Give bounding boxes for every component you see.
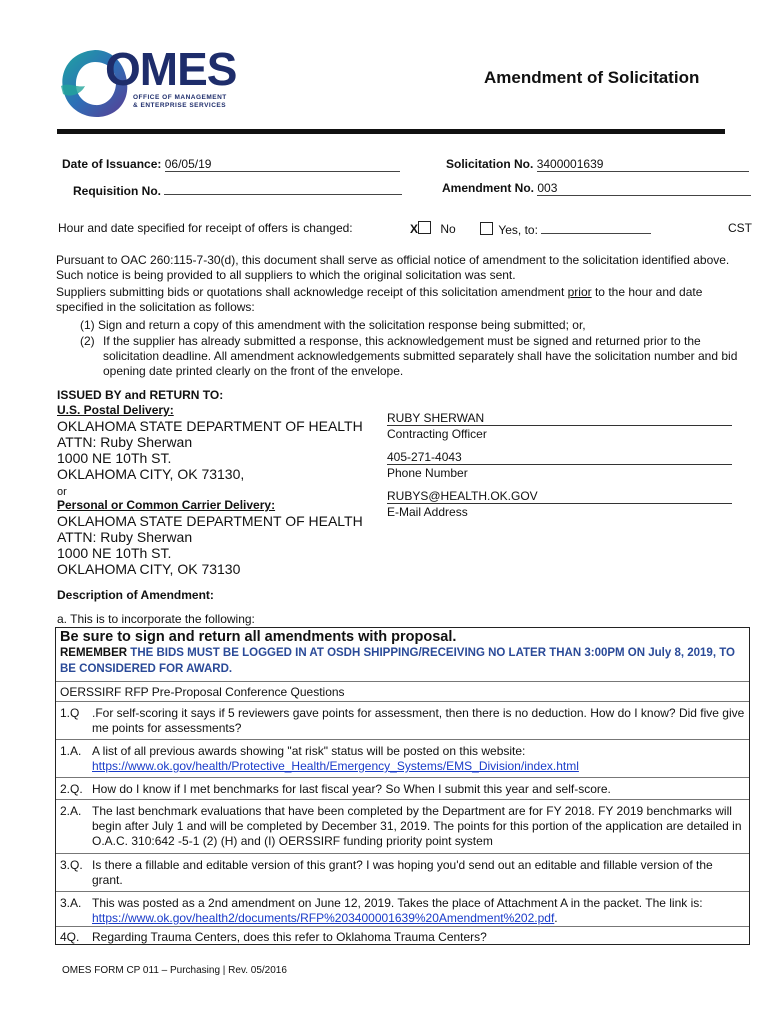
- requisition-value: [164, 181, 402, 195]
- omes-logo: [55, 42, 245, 124]
- carrier-line-4: OKLAHOMA CITY, OK 73130: [57, 561, 241, 577]
- or-label: or: [57, 486, 67, 498]
- intro-paragraph-1: Pursuant to OAC 260:115-7-30(d), this document shall serve as official notice of amendment to the solicitation identified above. Such notice is being provided to all suppliers to which the original solicitation was sent.: [56, 253, 730, 282]
- footer-form-number: OMES FORM CP 011 – Purchasing | Rev. 05/2016: [62, 965, 287, 976]
- remember-rest: THE BIDS MUST BE LOGGED IN AT OSDH SHIPPING/RECEIVING NO LATER THAN 3:00PM ON July 8, 2019, TO BE CONSIDERED FOR AWARD.: [60, 647, 735, 675]
- qa-3q: [56, 853, 749, 888]
- offer-change-yes: [480, 221, 651, 237]
- offer-change-label: Hour and date specified for receipt of offers is changed:: [58, 221, 353, 235]
- carrier-label: Personal or Common Carrier Delivery:: [57, 498, 276, 512]
- q1-text: .For self-scoring it says if 5 reviewers gave points for assessment, then there is no deduction. How do I know? Did five give me points for assessments?: [92, 706, 745, 735]
- carrier-line-2: ATTN: Ruby Sherwan: [57, 529, 193, 545]
- intro-item-2-num: (2): [80, 334, 95, 348]
- a2-text: The last benchmark evaluations that have been completed by the Department are for FY 2018. FY 2019 benchmarks will begin after July 1 and will be completed by December 31, 2019. The points for this portion of the application are detailed in O.A.C. 310:642 -5-1 (2) (H) and (I) OERSSIRF funding priority point system: [92, 804, 742, 848]
- title-divider: [57, 129, 725, 134]
- a1-link[interactable]: https://www.ok.gov/health/Protective_Health/Emergency_Systems/EMS_Division/index.html: [92, 759, 579, 773]
- a2-num: 2.A.: [60, 804, 82, 818]
- carrier-line-3: 1000 NE 10Th ST.: [57, 545, 172, 561]
- postal-address: [57, 418, 363, 482]
- a3-end: .: [554, 911, 558, 925]
- amendment-content-box: [55, 627, 750, 945]
- qa-4q: [56, 926, 749, 945]
- postal-line-2: ATTN: Ruby Sherwan: [57, 434, 193, 450]
- date-label: Date of Issuance:: [62, 157, 162, 171]
- qa-2q: [56, 777, 749, 797]
- contact-email-caption: E-Mail Address: [387, 505, 468, 519]
- postal-label: U.S. Postal Delivery:: [57, 403, 174, 417]
- intro-item-1: (1) Sign and return a copy of this amendment with the solicitation response being submitted; or,: [80, 318, 586, 332]
- box-headline: Be sure to sign and return all amendments with proposal.: [60, 629, 457, 645]
- page-title: Amendment of Solicitation: [484, 68, 700, 87]
- solicitation-value: 3400001639: [537, 157, 749, 172]
- requisition-number: [73, 181, 402, 198]
- a1-num: 1.A.: [60, 744, 82, 758]
- carrier-line-1: OKLAHOMA STATE DEPARTMENT OF HEALTH: [57, 513, 363, 529]
- postal-line-4: OKLAHOMA CITY, OK 73130,: [57, 466, 245, 482]
- solicitation-label: Solicitation No.: [446, 157, 534, 171]
- yes-checkbox[interactable]: [480, 222, 493, 235]
- timezone-cst: CST: [728, 221, 752, 235]
- q3-num: 3.Q.: [60, 858, 83, 872]
- carrier-address: [57, 513, 363, 577]
- intro-p2-prior: prior: [567, 285, 592, 299]
- a3-link[interactable]: https://www.ok.gov/health2/documents/RFP%203400001639%20Amendment%202.pdf: [92, 911, 555, 925]
- contact-email: RUBYS@HEALTH.OK.GOV: [387, 489, 732, 504]
- remember-notice: [56, 645, 749, 677]
- q2-num: 2.Q.: [60, 782, 83, 796]
- intro-paragraph-2: [56, 285, 746, 315]
- no-checkbox[interactable]: [418, 221, 431, 234]
- logo-subtitle-1: OFFICE OF MANAGEMENT: [133, 94, 227, 101]
- intro-item-2: If the supplier has already submitted a response, this acknowledgement must be signed and returned prior to the solicitation deadline. All amendment acknowledgements submitted separately shall have the solicitation number and bid opening date printed clearly on the front of the envelope.: [103, 334, 738, 378]
- remember-word: REMEMBER: [60, 647, 128, 659]
- a3-text: This was posted as a 2nd amendment on June 12, 2019. Takes the place of Attachment A in the packet. The link is:: [92, 896, 703, 910]
- qa-3a: [56, 891, 749, 926]
- contact-name-caption: Contracting Officer: [387, 427, 487, 441]
- intro-p2-b: to the hour and date specified in the solicitation as follows:: [56, 285, 703, 314]
- postal-line-3: 1000 NE 10Th ST.: [57, 450, 172, 466]
- no-label: No: [440, 222, 456, 236]
- offer-change-no: [410, 221, 456, 236]
- q4-text: Regarding Trauma Centers, does this refer to Oklahoma Trauma Centers?: [92, 930, 487, 944]
- postal-line-1: OKLAHOMA STATE DEPARTMENT OF HEALTH: [57, 418, 363, 434]
- q3-text: Is there a fillable and editable version of this grant? I was hoping you'd send out an editable and fillable version of the grant.: [92, 858, 713, 887]
- logo-wordmark: OMES: [105, 43, 237, 95]
- q4-num: 4Q.: [60, 930, 80, 944]
- description-a-line: a. This is to incorporate the following:: [57, 612, 255, 626]
- a3-num: 3.A.: [60, 896, 82, 910]
- date-of-issuance: [62, 157, 400, 172]
- qa-1q: [56, 701, 749, 736]
- yes-label: Yes, to:: [498, 223, 538, 237]
- no-mark: X: [410, 222, 419, 236]
- issued-heading: ISSUED BY and RETURN TO:: [57, 388, 224, 402]
- contact-phone: 405-271-4043: [387, 450, 732, 465]
- amendment-number: [442, 181, 751, 196]
- contact-name: RUBY SHERWAN: [387, 411, 732, 426]
- solicitation-number: [446, 157, 749, 172]
- qa-1a: [56, 739, 749, 774]
- date-value: 06/05/19: [165, 157, 400, 172]
- q1-num: 1.Q: [60, 706, 80, 720]
- qa-2a: [56, 799, 749, 849]
- q2-text: How do I know if I met benchmarks for last fiscal year? So When I submit this year and self-score.: [92, 782, 611, 796]
- logo-subtitle-2: & ENTERPRISE SERVICES: [133, 102, 227, 109]
- contact-phone-caption: Phone Number: [387, 466, 468, 480]
- amendment-value: 003: [537, 181, 751, 196]
- section-title: OERSSIRF RFP Pre-Proposal Conference Questions: [56, 681, 749, 699]
- description-heading: Description of Amendment:: [57, 588, 214, 602]
- requisition-label: Requisition No.: [73, 184, 161, 198]
- yes-date-field[interactable]: [541, 221, 651, 234]
- amendment-label: Amendment No.: [442, 181, 535, 195]
- intro-p2-a: Suppliers submitting bids or quotations shall acknowledge receipt of this solicitation amendment: [56, 285, 568, 299]
- a1-text: A list of all previous awards showing "at risk" status will be posted on this website:: [92, 744, 526, 758]
